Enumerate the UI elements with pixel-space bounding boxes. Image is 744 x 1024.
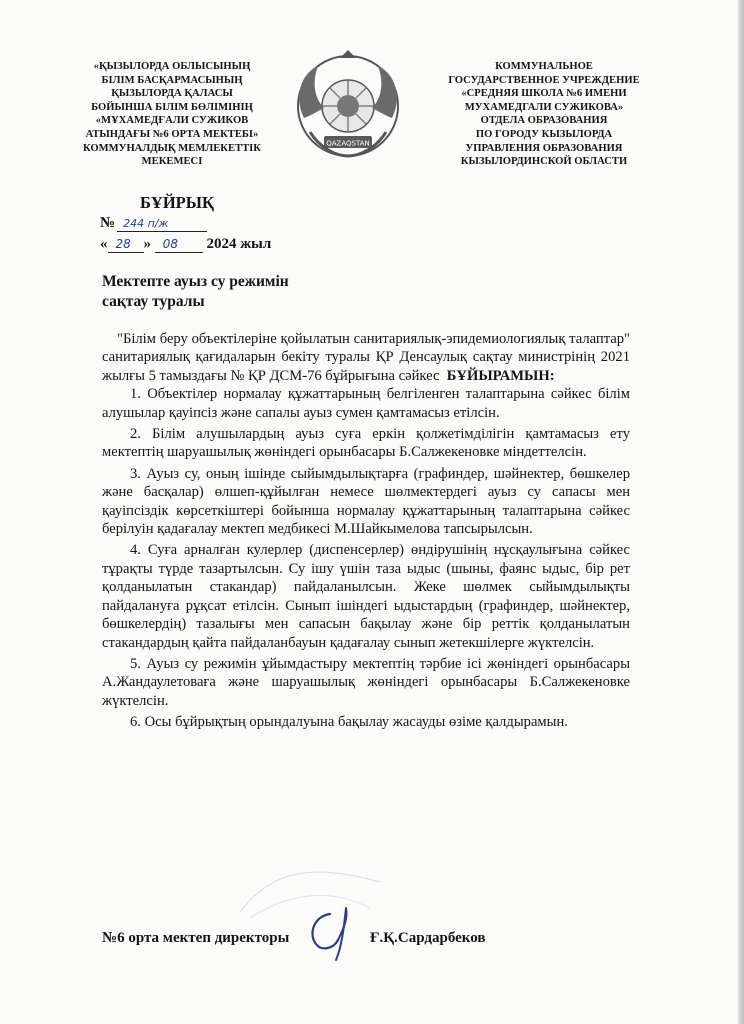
header-line: «МҰХАМЕДҒАЛИ СУЖИКОВ — [95, 115, 249, 127]
header-line: КЫЗЫЛОРДИНСКОЙ ОБЛАСТИ — [460, 156, 628, 168]
intro-text: "Білім беру объектілеріне қойылатын санитариялық-эпидемиологиялық талаптар" санитариялық қағидаларын бекіту туралы ҚР Денсаулық сақтау министрінің 2021 жылғы 5 тамыздағы № ҚР ДСМ-76 бұйрығына сәйкес — [102, 331, 630, 384]
header-line: ПО ГОРОДУ КЫЗЫЛОРДА — [475, 128, 613, 140]
order-item: 4. Суға арналған кулерлер (диспенсерлер) өндірушінің нұсқаулығына сәйкес тұрақты түрде тазартылсын. Су ішу үшін таза ыдыс (шыны, фаянс ыдыс, бір рет қолданылатын стакандар) пайдаланылсын. Жеке шөлмек сыйымдылықты пайдалануға рұқсат етілсін. Сынып ішіндегі ыдыстардың (графиндер, шәйнектер, бөшкелердің) тазалығы мен сапасын бақылау және бір реттік қолданылатын стакандардың қайта пайдаланбауын қадағалау сынып жетекшілерге жүктелсін. — [102, 542, 630, 651]
signatory-name: Ғ.Қ.Сардарбеков — [370, 930, 486, 946]
page-edge — [738, 0, 744, 1024]
order-number-handwritten: 244 п/ж — [123, 217, 169, 230]
order-word: БҰЙЫРАМЫН: — [446, 367, 555, 384]
header-line: ҚЫЗЫЛОРДА ҚАЛАСЫ — [111, 88, 233, 100]
state-emblem-icon — [290, 48, 406, 164]
order-item: 3. Ауыз су, оның ішінде сыйымдылықтарға (графиндер, шәйнектер, бөшкелер және басқалар) өлшеп-құйылған немесе шөлмектердегі ауыз су сапасы мен қауіпсіздік көрсеткіштері бойынша нормалау құжаттарының талаптарына сәйкес берілуін қадағалау мектеп медбикесі М.Шайкымелова тапсырылсын. — [102, 465, 630, 538]
order-title: БҰЙРЫҚ — [140, 193, 214, 212]
header-line: «ҚЫЗЫЛОРДА ОБЛЫСЫНЫҢ — [93, 61, 251, 72]
order-item: 2. Білім алушылардың ауыз суға еркін қолжетімділігін қамтамасыз ету мектептің шаруашылық жөніндегі орынбасары Б.Салжекеновке міндеттелсін. — [102, 426, 630, 461]
month-handwritten: 08 — [162, 237, 179, 251]
header-line: КОММУНАЛЬНОЕ — [495, 61, 593, 72]
header-line: КОММУНАЛДЫҚ МЕМЛЕКЕТТІК — [83, 142, 261, 154]
date-quote-open: « — [100, 236, 108, 252]
month-field — [155, 237, 203, 253]
header-line: УПРАВЛЕНИЯ ОБРАЗОВАНИЯ — [465, 142, 623, 154]
header-kazakh — [66, 60, 278, 169]
header-line: ГОСУДАРСТВЕННОЕ УЧРЕЖДЕНИЕ — [448, 74, 640, 86]
year-text: 2024 жыл — [206, 236, 272, 252]
intro-paragraph — [102, 330, 630, 385]
header-line: «СРЕДНЯЯ ШКОЛА №6 ИМЕНИ — [461, 88, 627, 100]
signatory-role: №6 орта мектеп директоры — [102, 930, 290, 946]
signature-icon — [300, 902, 372, 962]
subject-line: Мектепте ауыз су режимін — [102, 273, 289, 290]
header-line: МЕКЕМЕСІ — [141, 156, 203, 168]
date-quote-close: » — [143, 236, 151, 252]
order-item: 5. Ауыз су режимін ұйымдастыру мектептің тәрбие ісі жөніндегі орынбасары А.Жандаулетоваға және шаруашылық жөніндегі орынбасары Б.Салжекеновке жүктелсін. — [102, 655, 630, 709]
header-line: ОТДЕЛА ОБРАЗОВАНИЯ — [480, 115, 608, 127]
order-number — [100, 215, 207, 232]
subject-line: сақтау туралы — [102, 293, 205, 310]
day-field — [108, 237, 144, 253]
order-item: 1. Объектілер нормалау құжаттарының белгіленген талаптарына сәйкес білім алушылар қауіпсіз және сапалы ауыз сумен қамтамасыз етілсін. — [102, 386, 630, 421]
header-line: МУХАМЕДГАЛИ СУЖИКОВА» — [464, 101, 624, 113]
header-russian — [424, 60, 664, 169]
order-date — [100, 236, 271, 253]
header-line: БОЙЫНША БІЛІМ БӨЛІМІНІҢ — [91, 101, 253, 113]
order-item: 6. Осы бұйрықтың орындалуына бақылау жасауды өзіме қалдырамын. — [130, 714, 568, 731]
number-underline — [117, 216, 207, 232]
header-line: БІЛІМ БАСҚАРМАСЫНЫҢ — [101, 74, 243, 86]
order-subject — [102, 272, 289, 312]
header-line: АТЫНДАҒЫ №6 ОРТА МЕКТЕБІ» — [85, 128, 259, 140]
day-handwritten: 28 — [115, 237, 131, 251]
number-prefix: № — [100, 215, 116, 231]
order-body — [102, 330, 630, 732]
svg-text:QAZAQSTAN: QAZAQSTAN — [326, 139, 370, 148]
